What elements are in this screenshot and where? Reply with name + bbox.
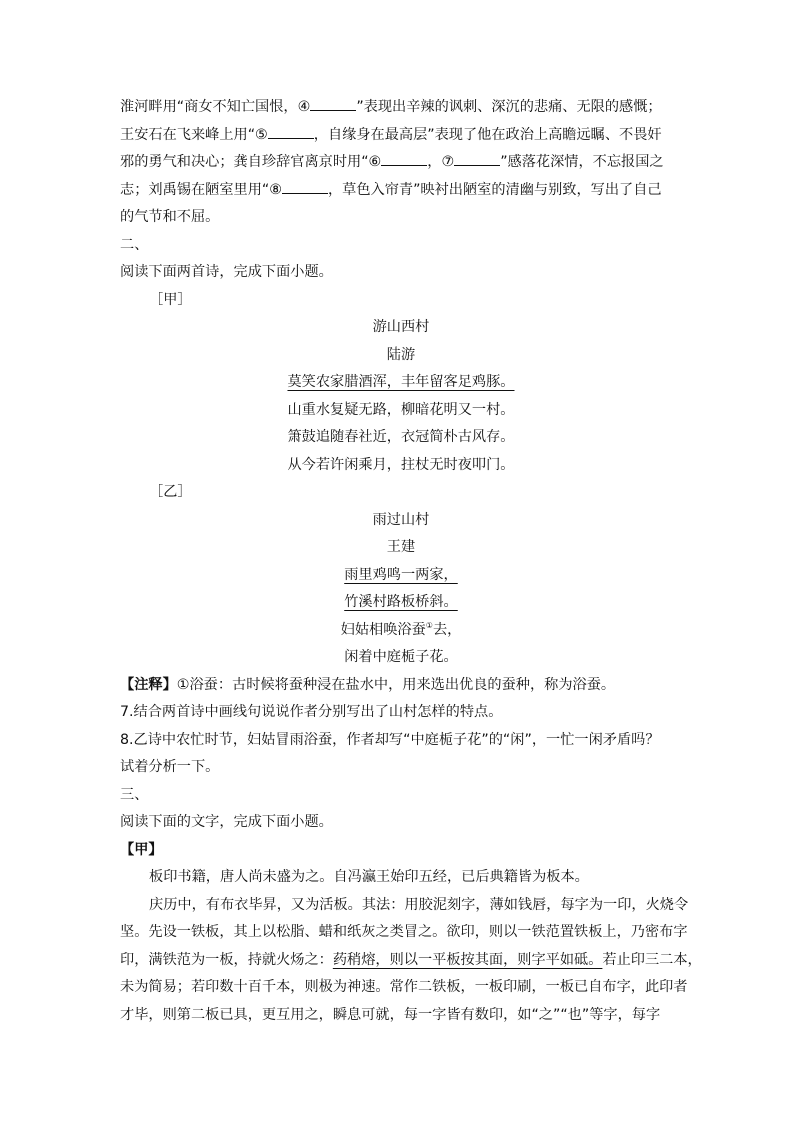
poem-author: 王建 — [386, 539, 416, 555]
underlined-sentence: 药稍熔，则以一平板按其面，则字平如砥。 — [332, 951, 603, 968]
poem-label: ［乙］ — [149, 484, 192, 500]
poem-line — [120, 369, 682, 397]
poem-title: 游山西村 — [372, 319, 430, 335]
answer-blank-8[interactable] — [282, 179, 328, 194]
section-heading: 三、 — [120, 786, 149, 803]
poem-author: 陆游 — [386, 346, 416, 363]
passage-label: 【甲】 — [120, 841, 163, 858]
question-7: 7.结合两首诗中画线句说说作者分别写出了山村怎样的特点。 — [120, 704, 503, 720]
underlined-verse: 雨里鸡鸣一两家， — [344, 566, 458, 583]
paragraph-line: 淮河畔用“商女不知亡国恨，④ ”表现出辛辣的讽刺、深沉的悲痛、无限的感慨； — [120, 94, 682, 122]
paragraph-line: 志；刘禹锡在陋室里用“⑧ ，草色入帘青”映衬出陋室的清幽与别致，写出了自己 — [120, 177, 682, 205]
question-8-continued: 试着分析一下。 — [120, 759, 220, 775]
poem-line: 妇姑相唤浴蚕①去， — [340, 620, 462, 638]
note-label: 【注释】 — [120, 676, 177, 693]
answer-blank-7[interactable] — [454, 151, 500, 166]
answer-blank-4[interactable] — [310, 96, 356, 111]
poem-line: 箫鼓追随春社近，衣冠简朴古风存。 — [287, 429, 515, 445]
passage-line: 坚。先设一铁板，其上以松脂、蜡和纸灰之类冒之。欲印，则以一铁范置铁板上，乃密布字 — [120, 924, 688, 940]
document-page — [120, 94, 702, 1029]
passage-line: 未为简易；若印数十百千本，则极为神速。常作二铁板，一板印刷，一板已自布字，此印者 — [120, 979, 688, 995]
poem-line — [120, 589, 682, 617]
poem-title: 雨过山村 — [372, 511, 430, 528]
paragraph-line: 的气节和不屈。 — [120, 209, 220, 225]
passage-line: 才毕，则第二板已具，更互用之，瞬息可就，每一字皆有数印，如“之”“也”等字，每字 — [120, 1006, 661, 1023]
answer-blank-5[interactable] — [268, 124, 314, 139]
section-instruction: 阅读下面的文字，完成下面小题。 — [120, 814, 333, 830]
poem-label: ［甲］ — [149, 291, 192, 308]
annotation-note: 【注释】①浴蚕：古时候将蚕种浸在盐水中，用来选出优良的蚕种，称为浴蚕。 — [120, 676, 616, 693]
poem-line: 闲着中庭栀子花。 — [344, 649, 458, 665]
paragraph-line: 王安石在飞来峰上用“⑤ ，自缘身在最高层”表现了他在政治上高瞻远瞩、不畏奸 — [120, 122, 682, 150]
question-8: 8.乙诗中农忙时节，妇姑冒雨浴蚕，作者却写“中庭栀子花”的“闲”，一忙一闲矛盾吗？ — [120, 731, 660, 748]
underlined-verse: 竹溪村路板桥斜。 — [344, 594, 458, 610]
passage-line: 板印书籍，唐人尚未盛为之。自冯瀛王始印五经，已后典籍皆为板本。 — [149, 869, 589, 885]
poem-line — [120, 562, 682, 590]
underlined-verse: 莫笑农家腊酒浑，丰年留客足鸡豚。 — [287, 374, 515, 390]
footnote-marker: ① — [425, 620, 433, 630]
passage-line: 庆历中，有布衣毕昇，又为活板。其法：用胶泥刻字，薄如钱唇，每字为一印，火烧令 — [149, 896, 689, 913]
answer-blank-6[interactable] — [381, 151, 427, 166]
passage-line: 印，满铁范为一板，持就火炀之：药稍熔，则以一平板按其面，则字平如砥。若止印三二本， — [120, 951, 702, 968]
poem-line: 从今若许闲乘月，拄杖无时夜叩门。 — [287, 456, 515, 473]
poem-line: 山重水复疑无路，柳暗花明又一村。 — [287, 401, 515, 418]
section-instruction: 阅读下面两首诗，完成下面小题。 — [120, 264, 333, 280]
paragraph-line: 邪的勇气和决心；龚自珍辞官离京时用“⑥ ，⑦ ”感落花深情，不忘报国之 — [120, 149, 682, 177]
section-heading: 二、 — [120, 236, 149, 253]
